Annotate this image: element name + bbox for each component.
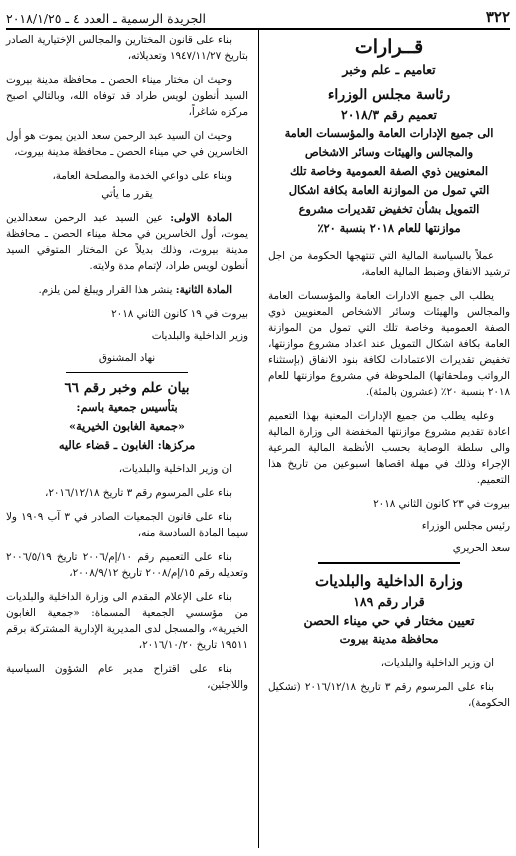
- ministry-title: وزارة الداخلية والبلديات: [314, 572, 463, 590]
- article-1-label: المادة الاولى:: [170, 212, 232, 224]
- left-column: [6, 32, 248, 695]
- notice-intro: ان وزير الداخلية والبلديات،: [118, 463, 232, 475]
- notice-title: بيان علم وخبر رقم ٦٦: [64, 380, 190, 396]
- subsection-title: تعاميم ـ علم وخبر: [342, 62, 436, 77]
- decision-intro: ان وزير الداخلية والبلديات،: [380, 657, 494, 669]
- association-hq: مركزها: الغابون ـ قضاء عاليه: [58, 438, 196, 452]
- decision-basis: بناء على المرسوم رقم ٣ تاريخ ٢٠١٦/١٢/١٨ (تشكيل الحكومة)،: [268, 681, 510, 709]
- whereas-paragraph: وحيث ان مختار ميناء الحصن ـ محافظة مدينة بيروت السيد أنطون لويس طراد قد توفاه الله، وبالتالي اصبح مركزه شاغراً،: [6, 74, 248, 118]
- basis-paragraph: بناء على قانون المختارين والمجالس الإختيارية الصادر بتاريخ ١٩٤٧/١١/٢٧ وتعديلاته،: [6, 34, 248, 62]
- section-rule: [66, 372, 188, 373]
- circular-paragraph: وعليه يطلب من جميع الإدارات المعنية بهذا التعميم اعادة تقديم مشروع موازنتها المخفضة الى وزارة المالية والى سلطة الوصاية بحسب الأنظمة المالية المرعية الإجراء وذلك في مهلة اقصاها اسبوعين من تاريخ هذا التعميم.: [268, 410, 510, 486]
- section-rule: [318, 562, 460, 564]
- article-2-text: ينشر هذا القرار ويبلغ لمن يلزم.: [38, 284, 173, 296]
- subject-line: موازنتها للعام ٢٠١٨ بنسبة ٢٠٪: [317, 221, 461, 235]
- page-number: ٣٢٢: [485, 8, 510, 26]
- subject-line: التمويل بشأن تخفيض تقديرات مشروع: [298, 202, 480, 216]
- decides-line: يقرر ما يأتي: [101, 188, 153, 200]
- column-divider: [258, 30, 259, 848]
- decision-number: قرار رقم ١٨٩: [353, 594, 425, 609]
- article-1-text: عين السيد عبد الرحمن سعدالدين يموت، أول الخاسرين في محلة ميناء الحصن ـ محافظة مدينة بيروت، وذلك بديلاً عن المختار المتوفي السيد أنطون لويس طراد، لإتمام مدة ولايته.: [6, 212, 248, 272]
- article-2-label: المادة الثانية:: [175, 284, 232, 296]
- circular-paragraph: عملاً بالسياسة المالية التي تنتهجها الحكومة من اجل ترشيد الانفاق وضبط المالية العامة،: [268, 250, 510, 278]
- article-1: [6, 210, 248, 274]
- basis-paragraph: وبناء على دواعي الخدمة والمصلحة العامة،: [52, 170, 232, 182]
- circular-paragraph: يطلب الى جميع الادارات العامة والمؤسسات العامة والمجالس والهيئات وسائر الاشخاص المعنويين ذوي الصفة العمومية وخاصة تلك التي تمول من الموازنة العامة بكافة اشكال التمويل عند اعداد مشروع موازنتها، تخفيض تقديرات الاعتمادات لكافة بنود الانفاق (بإستثناء الرواتب وملحقاتها) الملحوظة في مشروع موازنتها للعام ٢٠١٨ بنسبة ٢٠٪ (عشرون بالمئة).: [268, 290, 510, 398]
- notice-basis: بناء على المرسوم رقم ٣ تاريخ ٢٠١٦/١٢/١٨،: [45, 487, 232, 499]
- date-line: بيروت في ٢٣ كانون الثاني ٢٠١٨: [373, 498, 510, 510]
- association-name: «جمعية الغابون الخيرية»: [69, 419, 185, 433]
- page-header: [6, 4, 510, 30]
- circular-subject: [268, 124, 510, 238]
- circular-number: تعميم رقم ٢٠١٨/٣: [340, 107, 437, 122]
- notice-basis: بناء على التعميم رقم ١٠/إم/٢٠٠٦ تاريخ ٢٠٠٦/٥/١٩ وتعديله رقم ١٥/إم/٢٠٠٨ تاريخ ٢٠٠٨/٩/١٢،: [6, 551, 248, 579]
- article-2: [6, 282, 248, 298]
- signer-name: سعد الحريري: [452, 542, 510, 554]
- signer-title: وزير الداخلية والبلديات: [151, 330, 248, 342]
- gazette-title: الجريدة الرسمية ـ العدد ٤ ـ ٢٠١٨/١/٢٥: [6, 11, 206, 26]
- section-title: قــرارات: [354, 36, 424, 58]
- whereas-paragraph: وحيث ان السيد عبد الرحمن سعد الدين يموت هو أول الخاسرين في حي ميناء الحصن ـ محافظة مدينة بيروت،: [6, 130, 248, 158]
- subject-line: الى جميع الإدارات العامة والمؤسسات العامة: [284, 126, 494, 140]
- decision-subject: تعيين مختار في حي ميناء الحصن: [303, 613, 475, 628]
- notice-basis: بناء على الإعلام المقدم الى وزارة الداخلية والبلديات من مؤسسي الجمعية المسماة: «جمعية الغابون الخيرية»، والمسجل لدى المديرية الإدارية المشتركة برقم ١٩٥١١ تاريخ ٢٠١٦/١٠/٢٠،: [6, 591, 248, 651]
- signer-name: نهاد المشنوق: [98, 352, 156, 364]
- notice-basis: بناء على قانون الجمعيات الصادر في ٣ آب ١٩٠٩ ولا سيما المادة السادسة منه،: [6, 511, 248, 539]
- notice-basis: بناء على اقتراح مدير عام الشؤون السياسية واللاجئين،: [6, 663, 248, 691]
- decision-area: محافظة مدينة بيروت: [339, 632, 439, 646]
- subject-line: التي تمول من الموازنة العامة بكافة اشكال: [288, 183, 490, 197]
- notice-subtitle: بتأسيس جمعية باسم:: [76, 400, 178, 414]
- date-line: بيروت في ١٩ كانون الثاني ٢٠١٨: [111, 308, 248, 320]
- subject-line: المعنويين ذوي الصفة العمومية وخاصة تلك: [290, 164, 488, 178]
- right-column: [268, 32, 510, 713]
- subject-line: والمجالس والهيئات وسائر الاشخاص: [304, 145, 474, 159]
- authority-title: رئاسة مجلس الوزراء: [327, 87, 451, 103]
- signer-title: رئيس مجلس الوزراء: [421, 520, 510, 532]
